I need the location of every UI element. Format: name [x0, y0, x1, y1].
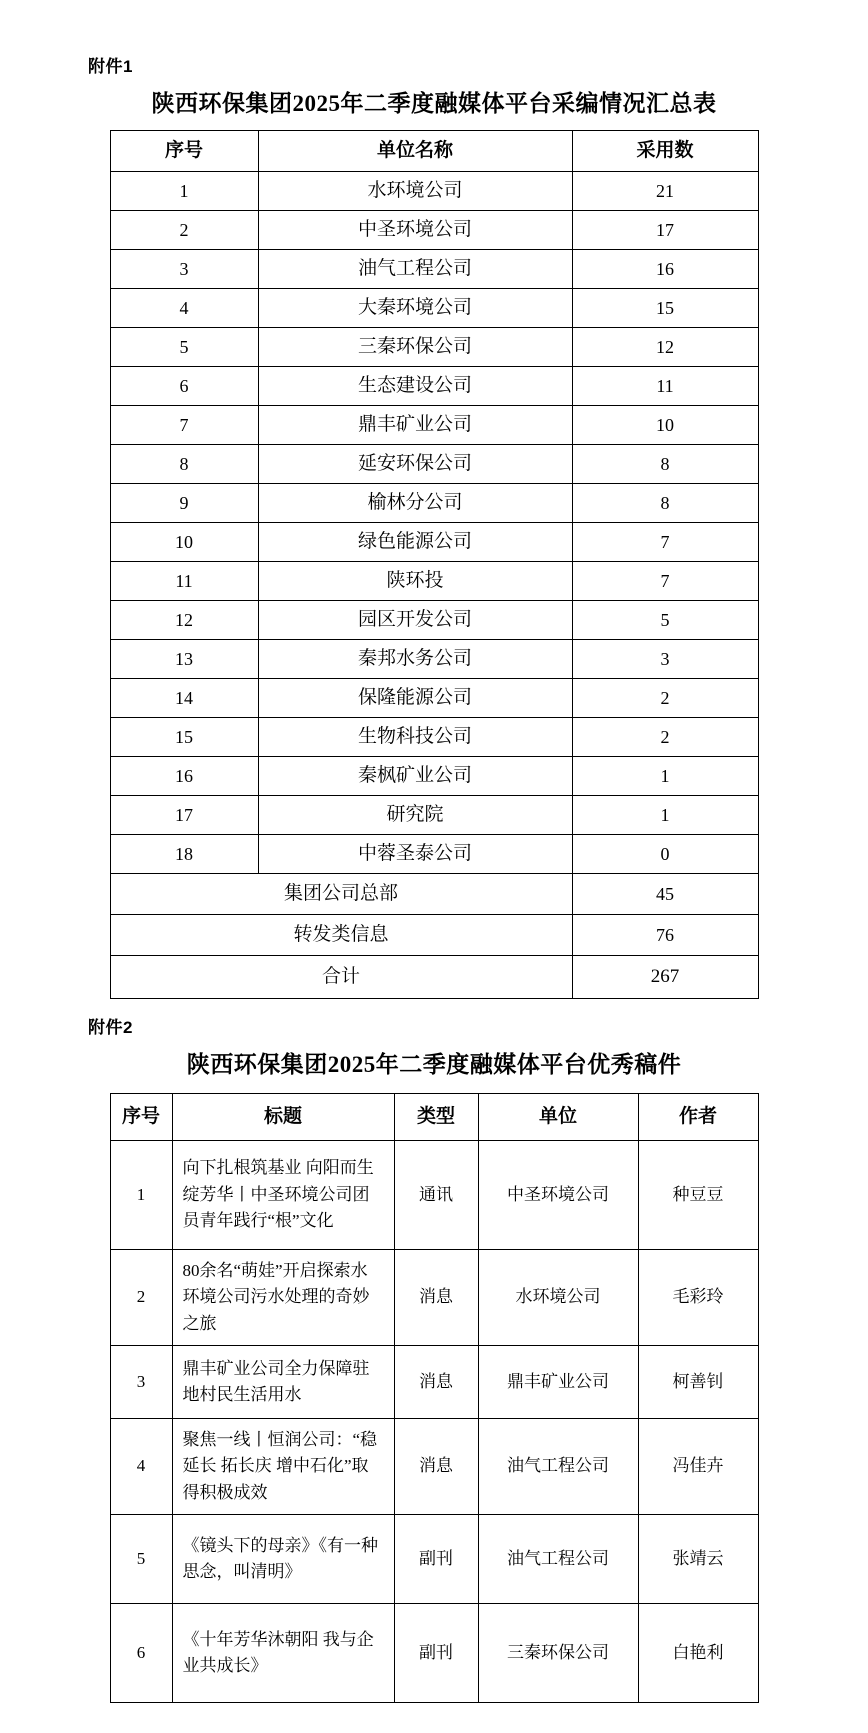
table-row	[110, 718, 758, 757]
cell-label: 转发类信息	[110, 915, 572, 956]
cell-no: 4	[110, 289, 258, 328]
table-row	[110, 211, 758, 250]
cell-title: 向下扎根筑基业 向阳而生绽芳华丨中圣环境公司团员青年践行“根”文化	[172, 1141, 394, 1250]
cell-unit: 水环境公司	[258, 172, 572, 211]
cell-no: 7	[110, 406, 258, 445]
cell-type: 消息	[394, 1346, 478, 1419]
summary-row-headquarters	[110, 874, 758, 915]
cell-author: 柯善钊	[638, 1346, 758, 1419]
cell-unit: 中圣环境公司	[478, 1141, 638, 1250]
attachment-2-title: 陕西环保集团2025年二季度融媒体平台优秀稿件	[186, 1052, 682, 1077]
cell-no: 5	[110, 1515, 172, 1604]
cell-title: 《镜头下的母亲》《有一种思念，叫清明》	[172, 1515, 394, 1604]
column-header-no: 序号	[110, 1094, 172, 1141]
cell-type: 消息	[394, 1250, 478, 1346]
table-row	[110, 1250, 758, 1346]
cell-count: 0	[572, 835, 758, 874]
cell-no: 12	[110, 601, 258, 640]
table-row	[110, 172, 758, 211]
cell-unit: 生物科技公司	[258, 718, 572, 757]
cell-no: 2	[110, 211, 258, 250]
cell-type: 副刊	[394, 1604, 478, 1703]
cell-count: 45	[572, 874, 758, 915]
cell-unit: 研究院	[258, 796, 572, 835]
cell-author: 种豆豆	[638, 1141, 758, 1250]
table-row	[110, 1515, 758, 1604]
cell-count: 76	[572, 915, 758, 956]
cell-no: 15	[110, 718, 258, 757]
cell-unit: 中蓉圣泰公司	[258, 835, 572, 874]
cell-unit: 大秦环境公司	[258, 289, 572, 328]
cell-unit: 保隆能源公司	[258, 679, 572, 718]
cell-unit: 鼎丰矿业公司	[478, 1346, 638, 1419]
table-row	[110, 367, 758, 406]
cell-unit: 鼎丰矿业公司	[258, 406, 572, 445]
cell-unit: 水环境公司	[478, 1250, 638, 1346]
cell-unit: 秦枫矿业公司	[258, 757, 572, 796]
cell-count: 5	[572, 601, 758, 640]
table-row	[110, 406, 758, 445]
column-header-no: 序号	[110, 131, 258, 172]
cell-count: 2	[572, 718, 758, 757]
cell-unit: 生态建设公司	[258, 367, 572, 406]
table-row	[110, 1604, 758, 1703]
table-row	[110, 1419, 758, 1515]
cell-no: 6	[110, 367, 258, 406]
column-header-title: 标题	[172, 1094, 394, 1141]
column-header-unit: 单位名称	[258, 131, 572, 172]
table-row	[110, 445, 758, 484]
cell-no: 2	[110, 1250, 172, 1346]
attachment-1-label: 附件1	[88, 57, 133, 76]
cell-no: 5	[110, 328, 258, 367]
cell-count: 8	[572, 445, 758, 484]
cell-title: 《十年芳华沐朝阳 我与企业共成长》	[172, 1604, 394, 1703]
cell-count: 12	[572, 328, 758, 367]
total-row	[110, 956, 758, 999]
cell-count: 1	[572, 796, 758, 835]
column-header-count: 采用数	[572, 131, 758, 172]
cell-no: 8	[110, 445, 258, 484]
cell-no: 1	[110, 1141, 172, 1250]
cell-type: 副刊	[394, 1515, 478, 1604]
table-row	[110, 757, 758, 796]
cell-count: 17	[572, 211, 758, 250]
cell-no: 14	[110, 679, 258, 718]
summary-row-repost	[110, 915, 758, 956]
cell-unit: 延安环保公司	[258, 445, 572, 484]
cell-count: 11	[572, 367, 758, 406]
table-row	[110, 250, 758, 289]
cell-author: 冯佳卉	[638, 1419, 758, 1515]
attachment-1-title: 陕西环保集团2025年二季度融媒体平台采编情况汇总表	[151, 91, 717, 116]
cell-type: 通讯	[394, 1141, 478, 1250]
table-row	[110, 835, 758, 874]
table-row	[110, 562, 758, 601]
cell-author: 白艳利	[638, 1604, 758, 1703]
cell-total-count: 267	[572, 956, 758, 999]
cell-no: 6	[110, 1604, 172, 1703]
cell-count: 15	[572, 289, 758, 328]
table-header-row	[110, 1094, 758, 1141]
attachment-2-label: 附件2	[88, 1018, 133, 1037]
cell-author: 毛彩玲	[638, 1250, 758, 1346]
cell-no: 10	[110, 523, 258, 562]
cell-unit: 油气工程公司	[478, 1515, 638, 1604]
cell-count: 3	[572, 640, 758, 679]
table-row	[110, 484, 758, 523]
cell-unit: 陕环投	[258, 562, 572, 601]
table-row	[110, 328, 758, 367]
cell-unit: 油气工程公司	[258, 250, 572, 289]
cell-label: 集团公司总部	[110, 874, 572, 915]
column-header-unit: 单位	[478, 1094, 638, 1141]
cell-count: 1	[572, 757, 758, 796]
summary-table	[110, 130, 759, 999]
cell-no: 3	[110, 1346, 172, 1419]
cell-no: 13	[110, 640, 258, 679]
cell-unit: 三秦环保公司	[258, 328, 572, 367]
table-row	[110, 601, 758, 640]
cell-no: 11	[110, 562, 258, 601]
cell-unit: 绿色能源公司	[258, 523, 572, 562]
cell-count: 16	[572, 250, 758, 289]
cell-unit: 榆林分公司	[258, 484, 572, 523]
column-header-author: 作者	[638, 1094, 758, 1141]
table-row	[110, 289, 758, 328]
table-row	[110, 1346, 758, 1419]
table-header-row	[110, 131, 758, 172]
cell-title: 聚焦一线丨恒润公司：“稳延长 拓长庆 增中石化”取得积极成效	[172, 1419, 394, 1515]
cell-no: 17	[110, 796, 258, 835]
cell-count: 2	[572, 679, 758, 718]
cell-count: 10	[572, 406, 758, 445]
excellent-articles-table	[110, 1093, 759, 1703]
cell-count: 7	[572, 523, 758, 562]
cell-count: 7	[572, 562, 758, 601]
cell-no: 4	[110, 1419, 172, 1515]
cell-no: 16	[110, 757, 258, 796]
table-row	[110, 1141, 758, 1250]
cell-unit: 秦邦水务公司	[258, 640, 572, 679]
cell-type: 消息	[394, 1419, 478, 1515]
table-row	[110, 523, 758, 562]
table-row	[110, 796, 758, 835]
column-header-type: 类型	[394, 1094, 478, 1141]
cell-no: 18	[110, 835, 258, 874]
cell-title: 80余名“萌娃”开启探索水环境公司污水处理的奇妙之旅	[172, 1250, 394, 1346]
cell-total-label: 合计	[110, 956, 572, 999]
cell-count: 21	[572, 172, 758, 211]
cell-author: 张靖云	[638, 1515, 758, 1604]
cell-no: 1	[110, 172, 258, 211]
table-row	[110, 640, 758, 679]
cell-no: 9	[110, 484, 258, 523]
cell-title: 鼎丰矿业公司全力保障驻地村民生活用水	[172, 1346, 394, 1419]
cell-unit: 园区开发公司	[258, 601, 572, 640]
cell-unit: 中圣环境公司	[258, 211, 572, 250]
table-row	[110, 679, 758, 718]
cell-unit: 油气工程公司	[478, 1419, 638, 1515]
cell-count: 8	[572, 484, 758, 523]
cell-unit: 三秦环保公司	[478, 1604, 638, 1703]
cell-no: 3	[110, 250, 258, 289]
